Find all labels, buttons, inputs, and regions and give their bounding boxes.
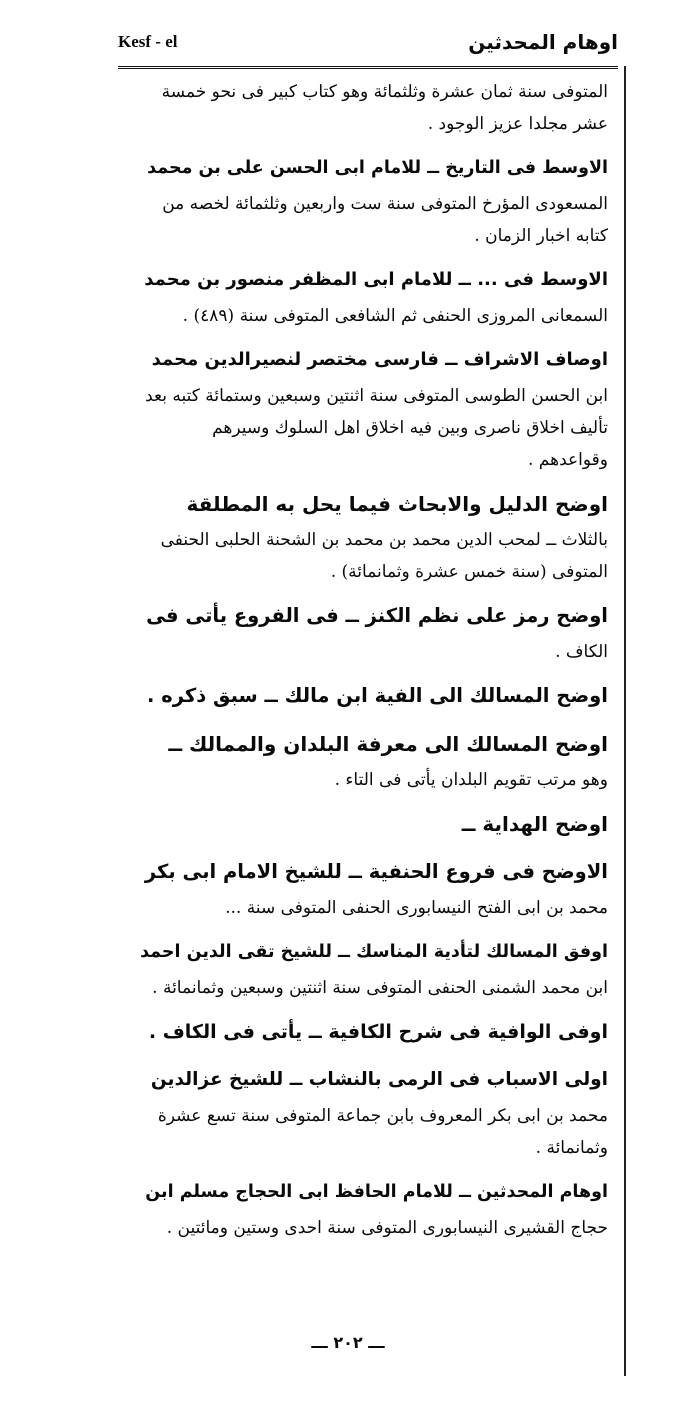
entry-text-line: كتابه اخبار الزمان . [474,226,608,246]
entry-headword-line: اوفى الوافية فى شرح الكافية ــ يأتى فى الكاف . [148,1021,608,1043]
entry-text-line: وقواعدهم . [528,450,608,470]
entry-text-line: محمد بن ابى الفتح النيسابورى الحنفى المتوفى سنة ... [225,898,608,918]
entry-headword-line: اوضح المسالك الى الفية ابن مالك ــ سبق ذكره . [147,684,608,707]
entry-headword-line: اوفق المسالك لتأدية المناسك ــ للشيخ تقى الدين احمد [140,942,608,962]
entry-headword-line: الاوضح فى فروع الحنفية ــ للشيخ الامام ابى بكر [144,860,608,883]
dictionary-entry [140,804,608,844]
running-header [118,26,618,66]
dictionary-entry [140,484,608,588]
entry-text-line: ابن الحسن الطوسى المتوفى سنة اثنتين وسبعين وستمائة كتبه بعد [145,386,608,406]
entry-text-line: بالثلاث ــ لمحب الدين محمد بن محمد بن الشحنة الحلبى الحنفى [160,530,608,550]
entry-headword-line: الاوسط فى ... ــ للامام ابى المظفر منصور بن محمد [144,269,608,290]
entry-headword-line: اوضح رمز على نظم الكنز ــ فى الفروع يأتى فى [146,604,608,627]
entry-headword-line: اوهام المحدثين ــ للامام الحافظ ابى الحجاج مسلم ابن [145,1182,608,1202]
header-corner-code: Kesf - el [118,32,178,51]
entry-text-line: المتوفى سنة ثمان عشرة وثلثمائة وهو كتاب كبير فى نحو خمسة [161,82,608,102]
dictionary-entry [140,1012,608,1052]
dictionary-entry [140,1060,608,1164]
dictionary-entry [140,340,608,476]
dictionary-entry [140,932,608,1004]
entry-text-line: المتوفى (سنة خمس عشرة وثمانمائة) . [330,562,608,582]
dictionary-entry [140,852,608,924]
entry-text-line: الكاف . [555,642,608,662]
entry-text-line: السمعانى المروزى الحنفى ثم الشافعى المتوفى سنة (٤٨٩) . [182,306,608,326]
dictionary-entry [140,148,608,252]
dictionary-entry [140,676,608,716]
entry-text-line: وثمانمائة . [535,1138,608,1158]
entry-text-line: وهو مرتب تقويم البلدان يأتى فى التاء . [334,770,608,790]
dictionary-entry [140,76,608,140]
dictionary-entry [140,1172,608,1244]
page-body [140,76,608,1252]
margin-rule [624,66,626,1376]
entry-text-line: تأليف اخلاق ناصرى وبين فيه اخلاق اهل السلوك وسيرهم [212,418,608,438]
entry-text-line: المسعودى المؤرخ المتوفى سنة ست واربعين وثلثمائة لخصه من [162,194,608,214]
entry-text-line: ابن محمد الشمنى الحنفى المتوفى سنة اثنتين وسبعين وثمانمائة . [152,978,608,998]
dictionary-entry [140,260,608,332]
entry-headword-line: اولى الاسباب فى الرمى بالنشاب ــ للشيخ عزالدين [150,1069,608,1090]
page-number: ـــ ٢٠٢ ـــ [311,1333,385,1352]
header-running-title: اوهام المحدثين [468,30,618,54]
entry-text-line: عشر مجلدا عزيز الوجود . [427,114,608,134]
entry-headword-line: اوضح الدليل والابحاث فيما يحل به المطلقة [186,492,608,516]
entry-headword-line: اوضح الهداية ــ [461,812,608,836]
header-rule [118,66,618,69]
entry-headword-line: اوصاف الاشراف ــ فارسى مختصر لنصيرالدين محمد [151,349,608,370]
entry-headword-line: الاوسط فى التاريخ ــ للامام ابى الحسن على بن محمد [147,158,608,178]
dictionary-entry [140,724,608,796]
entry-headword-line: اوضح المسالك الى معرفة البلدان والممالك ــ [168,732,608,756]
dictionary-entry [140,596,608,668]
entry-text-line: محمد بن ابى بكر المعروف بابن جماعة المتوفى سنة تسع عشرة [157,1106,608,1126]
entry-text-line: حجاج القشيرى النيسابورى المتوفى سنة احدى وستين ومائتين . [166,1218,608,1238]
